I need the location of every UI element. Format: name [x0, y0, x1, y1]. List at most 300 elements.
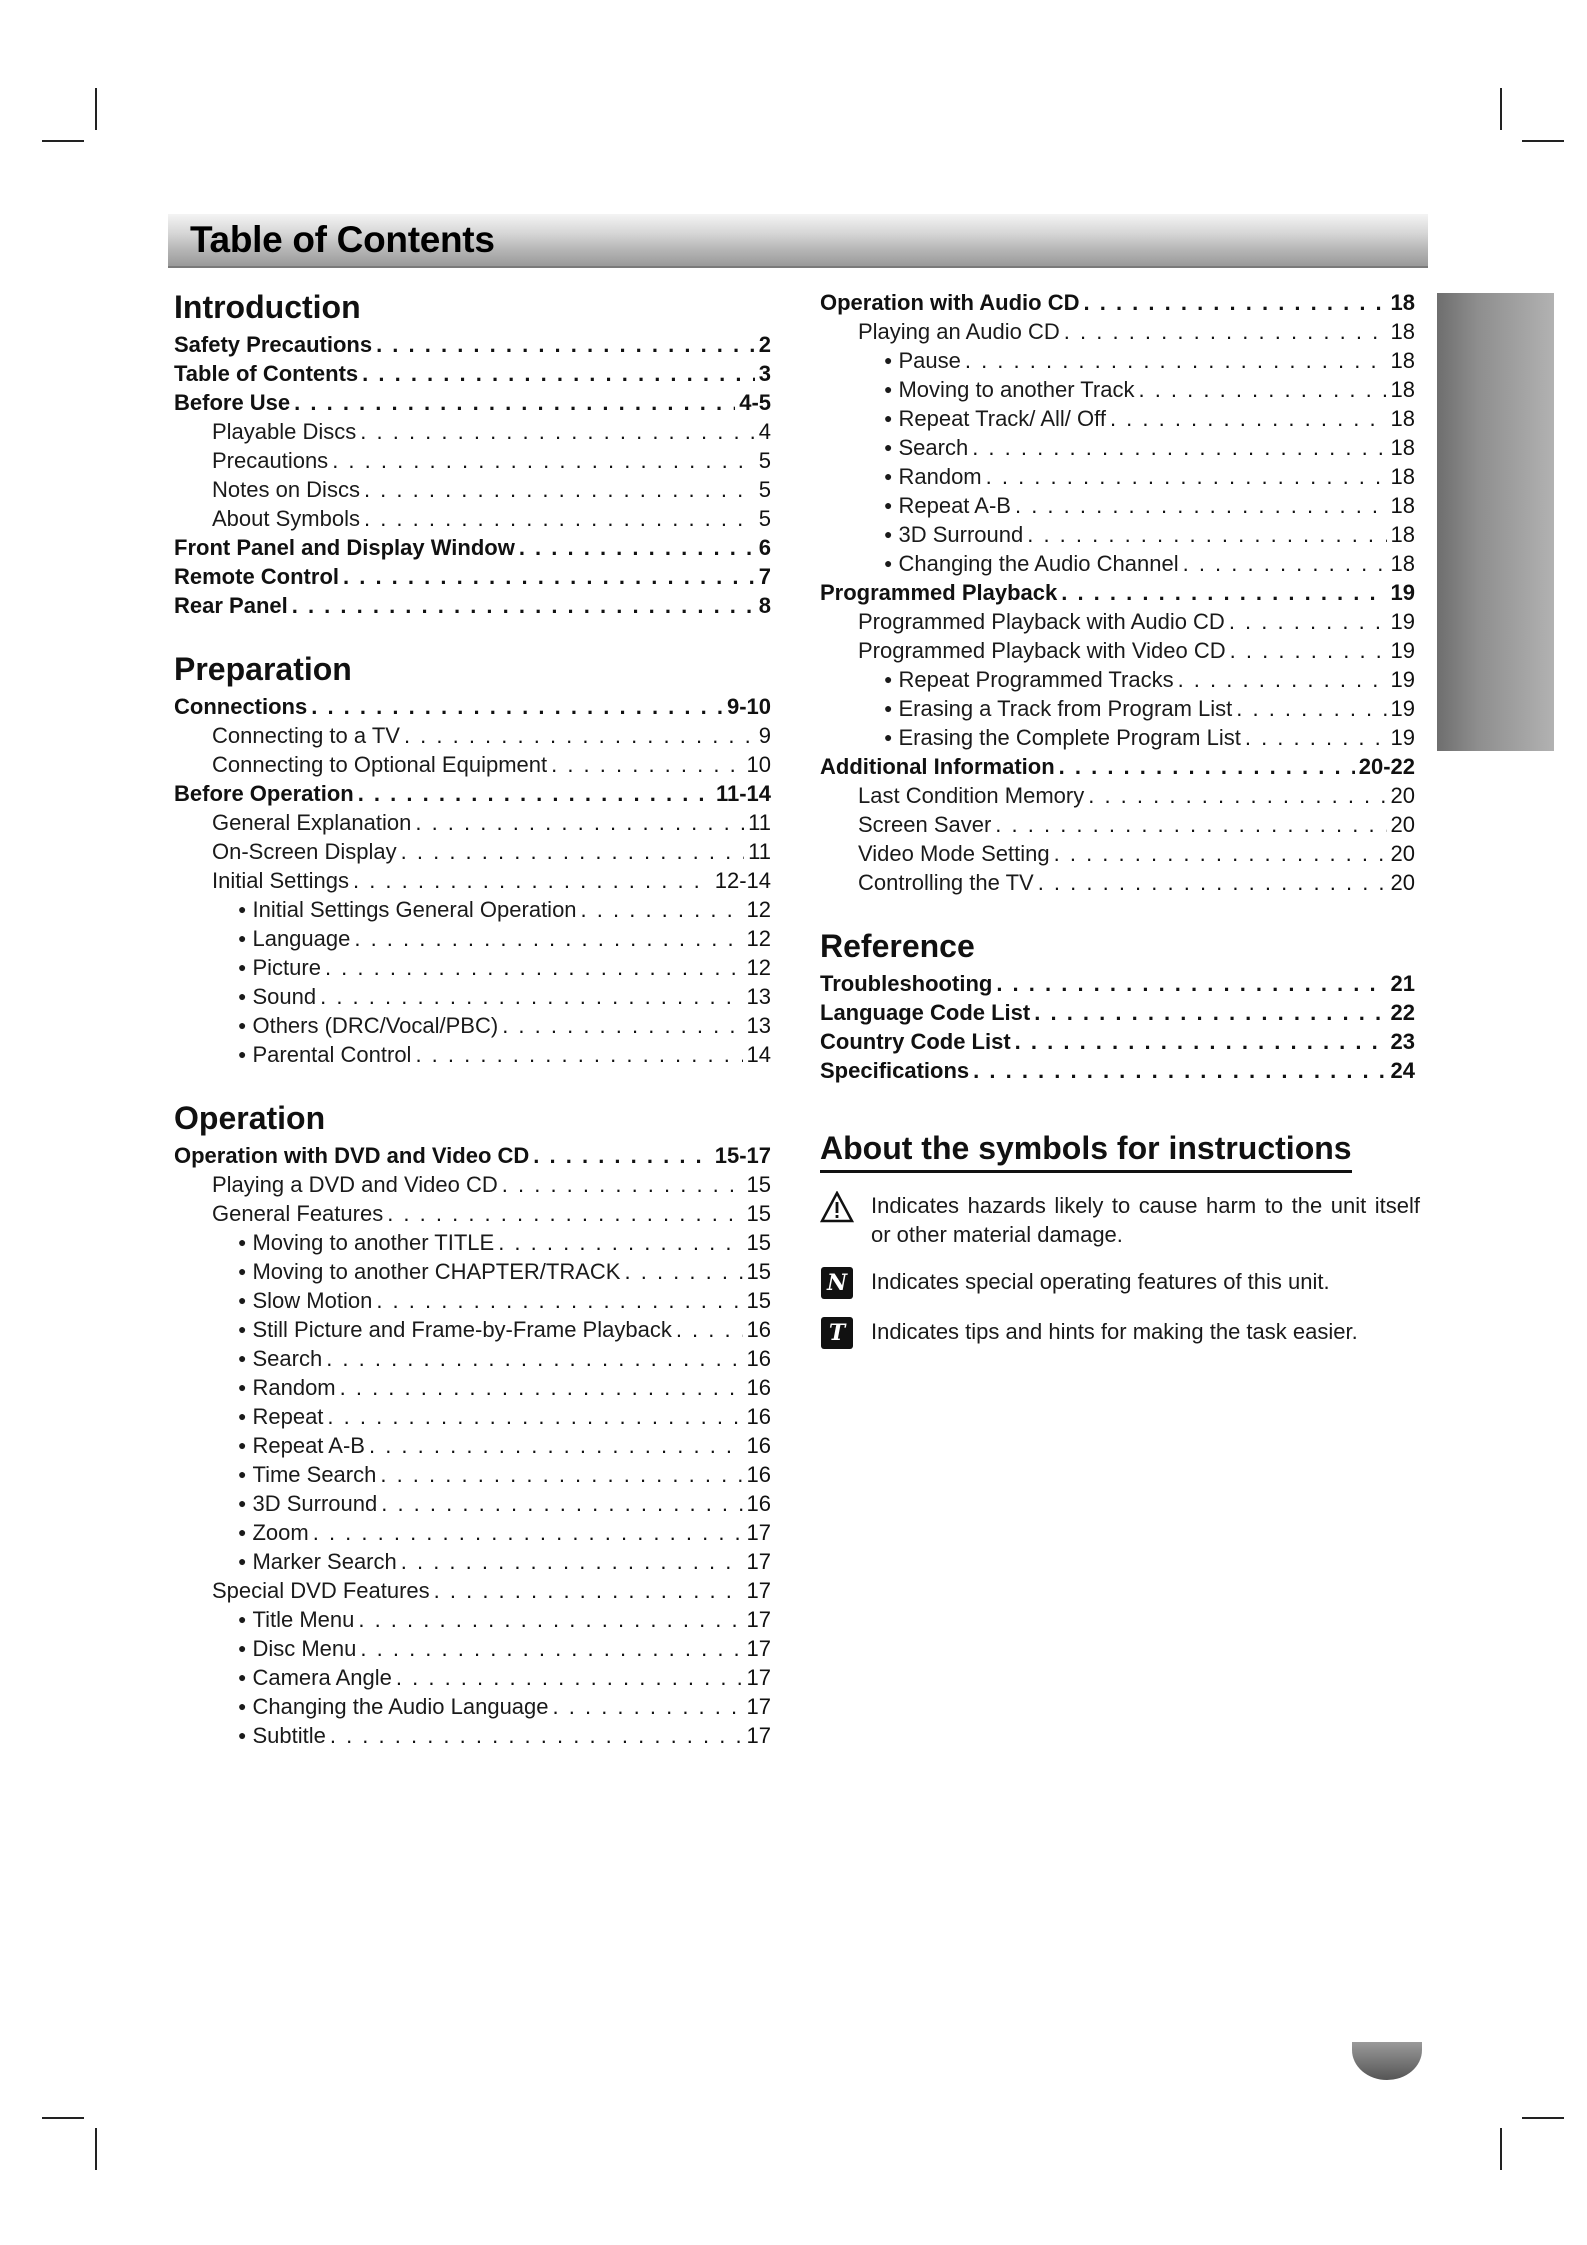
- dot-leader: [327, 1402, 742, 1431]
- toc-entry-label: Programmed Playback: [820, 580, 1058, 605]
- toc-entry-label: About Symbols: [212, 506, 360, 531]
- toc-entry[interactable]: [174, 1040, 771, 1069]
- toc-entry[interactable]: [820, 636, 1415, 665]
- dot-leader: [292, 591, 755, 620]
- toc-entry[interactable]: [820, 462, 1415, 491]
- toc-entry[interactable]: [820, 723, 1415, 752]
- toc-entry[interactable]: [820, 839, 1415, 868]
- toc-entry-label: Precautions: [212, 448, 329, 473]
- dot-leader: [358, 1605, 742, 1634]
- toc-entry-page: 18: [1390, 319, 1415, 344]
- toc-entry-page: 18: [1390, 551, 1415, 576]
- toc-entry[interactable]: [174, 895, 771, 924]
- toc-entry-label: ● Search: [238, 1344, 322, 1376]
- toc-entry[interactable]: [174, 1170, 771, 1199]
- toc-entry-page: 15: [746, 1172, 771, 1197]
- toc-entry-page: 9-10: [726, 694, 771, 719]
- dot-leader: [498, 1228, 742, 1257]
- toc-entry-label: Front Panel and Display Window: [174, 535, 515, 560]
- toc-entry[interactable]: [174, 1460, 771, 1489]
- toc-entry-page: 20: [1390, 841, 1415, 866]
- toc-entry-label: ● Camera Angle: [238, 1663, 392, 1695]
- symbol-description: Indicates hazards likely to cause harm to the unit itself or other material damage.: [871, 1193, 1420, 1247]
- toc-entry-page: 19: [1390, 667, 1415, 692]
- toc-entry-label: General Features: [212, 1201, 384, 1226]
- dot-leader: [387, 1199, 742, 1228]
- toc-entry-label: ● Changing the Audio Channel: [884, 549, 1179, 581]
- toc-entry-label: ● Zoom: [238, 1518, 309, 1550]
- toc-entry[interactable]: [174, 982, 771, 1011]
- toc-entry[interactable]: [174, 388, 771, 417]
- toc-entry-label: Last Condition Memory: [858, 783, 1085, 808]
- toc-entry-label: ● Repeat A-B: [884, 491, 1011, 523]
- toc-entry[interactable]: [820, 578, 1415, 607]
- toc-entry-label: Before Operation: [174, 781, 354, 806]
- toc-entry[interactable]: [174, 1257, 771, 1286]
- dot-leader: [996, 969, 1386, 998]
- dot-leader: [434, 1576, 743, 1605]
- toc-entry-page: 22: [1390, 1000, 1415, 1025]
- toc-entry-label: Before Use: [174, 390, 291, 415]
- dot-leader: [1015, 1027, 1387, 1056]
- toc-entry-page: 17: [746, 1636, 771, 1661]
- dot-leader: [381, 1489, 742, 1518]
- title-bar: [168, 214, 1428, 268]
- toc-entry[interactable]: [174, 475, 771, 504]
- toc-entry-label: Additional Information: [820, 754, 1055, 779]
- toc-entry[interactable]: [820, 810, 1415, 839]
- toc-entry-page: 20-22: [1358, 754, 1415, 779]
- toc-entry[interactable]: [174, 1634, 771, 1663]
- toc-right-column: [820, 288, 1415, 1115]
- toc-entry[interactable]: [174, 721, 771, 750]
- section-heading: Operation: [174, 1100, 326, 1136]
- dot-leader: [1061, 578, 1386, 607]
- dot-leader: [325, 953, 743, 982]
- toc-entry[interactable]: [174, 1721, 771, 1750]
- toc-entry-page: 16: [746, 1346, 771, 1371]
- toc-entry-label: ● Parental Control: [238, 1040, 411, 1072]
- dot-leader: [1038, 868, 1387, 897]
- toc-entry-label: ● Initial Settings General Operation: [238, 895, 577, 927]
- toc-entry[interactable]: [174, 330, 771, 359]
- crop-mark: [42, 140, 84, 142]
- toc-entry-label: ● Repeat Programmed Tracks: [884, 665, 1174, 697]
- side-tab: [1437, 293, 1554, 751]
- dot-leader: [294, 388, 735, 417]
- toc-entry[interactable]: [174, 1228, 771, 1257]
- toc-entry-page: 17: [746, 1694, 771, 1719]
- dot-leader: [396, 1663, 743, 1692]
- toc-entry[interactable]: [174, 837, 771, 866]
- toc-entry[interactable]: [820, 694, 1415, 723]
- toc-entry-label: Troubleshooting: [820, 971, 993, 996]
- dot-leader: [502, 1170, 743, 1199]
- toc-entry-page: 11: [748, 810, 771, 835]
- toc-entry-page: 2: [758, 332, 771, 357]
- toc-entry-page: 16: [746, 1317, 771, 1342]
- toc-entry-label: Screen Saver: [858, 812, 992, 837]
- symbol-row-warning: [820, 1191, 1420, 1249]
- toc-entry-label: Operation with DVD and Video CD: [174, 1143, 530, 1168]
- toc-entry[interactable]: [820, 1027, 1415, 1056]
- toc-entry[interactable]: [820, 520, 1415, 549]
- dot-leader: [965, 346, 1387, 375]
- dot-leader: [1138, 375, 1386, 404]
- toc-entry[interactable]: [820, 868, 1415, 897]
- toc-entry-page: 12-14: [714, 868, 771, 893]
- toc-entry-page: 17: [746, 1665, 771, 1690]
- toc-entry-page: 15: [746, 1201, 771, 1226]
- toc-section: [174, 650, 771, 1069]
- toc-entry-page: 16: [746, 1404, 771, 1429]
- toc-entry[interactable]: [174, 953, 771, 982]
- toc-entry-label: ● Pause: [884, 346, 961, 378]
- toc-entry-label: Programmed Playback with Video CD: [858, 638, 1226, 663]
- toc-entry-page: 14: [746, 1042, 771, 1067]
- dot-leader: [553, 1692, 743, 1721]
- toc-entry-label: ● Moving to another Track: [884, 375, 1134, 407]
- dot-leader: [986, 462, 1387, 491]
- toc-entry-label: Specifications: [820, 1058, 970, 1083]
- toc-entry[interactable]: [174, 1547, 771, 1576]
- toc-entry[interactable]: [174, 1402, 771, 1431]
- toc-entry-label: Table of Contents: [174, 361, 359, 386]
- toc-entry[interactable]: [174, 504, 771, 533]
- toc-entry-page: 19: [1390, 638, 1415, 663]
- toc-entry-page: 18: [1390, 493, 1415, 518]
- crop-mark: [95, 2128, 97, 2170]
- toc-entry-label: ● Sound: [238, 982, 316, 1014]
- dot-leader: [369, 1431, 743, 1460]
- toc-entry-label: Rear Panel: [174, 593, 288, 618]
- dot-leader: [1230, 636, 1387, 665]
- toc-entry-label: ● Repeat: [238, 1402, 323, 1434]
- toc-entry[interactable]: [174, 446, 771, 475]
- toc-entry-page: 20: [1390, 812, 1415, 837]
- toc-entry[interactable]: [174, 359, 771, 388]
- dot-leader: [533, 1141, 710, 1170]
- toc-entry-label: Initial Settings: [212, 868, 349, 893]
- toc-section: [820, 288, 1415, 897]
- toc-entry-page: 15: [746, 1288, 771, 1313]
- toc-entry-label: Remote Control: [174, 564, 339, 589]
- toc-entry[interactable]: [820, 752, 1415, 781]
- toc-entry-label: ● Moving to another TITLE: [238, 1228, 494, 1260]
- toc-entry-page: 17: [746, 1723, 771, 1748]
- symbol-row-tip: [820, 1317, 1420, 1349]
- toc-entry-label: ● Search: [884, 433, 968, 465]
- page-number-tab: [1352, 2042, 1422, 2080]
- toc-entry-label: ● Slow Motion: [238, 1286, 372, 1318]
- toc-entry-label: Playing a DVD and Video CD: [212, 1172, 498, 1197]
- toc-entry[interactable]: [820, 998, 1415, 1027]
- symbol-row-note: [820, 1267, 1420, 1299]
- toc-entry-page: 19: [1390, 580, 1415, 605]
- toc-entry-page: 18: [1390, 435, 1415, 460]
- toc-entry-label: ● Disc Menu: [238, 1634, 356, 1666]
- dot-leader: [1088, 781, 1386, 810]
- dot-leader: [326, 1344, 742, 1373]
- dot-leader: [401, 837, 745, 866]
- symbols-heading: About the symbols for instructions: [820, 1128, 1352, 1173]
- toc-entry-page: 20: [1390, 870, 1415, 895]
- toc-entry-page: 18: [1390, 377, 1415, 402]
- dot-leader: [1054, 839, 1387, 868]
- toc-entry-page: 11-14: [715, 781, 771, 806]
- dot-leader: [376, 1286, 742, 1315]
- crop-mark: [1500, 88, 1502, 130]
- toc-entry-page: 23: [1390, 1029, 1415, 1054]
- dot-leader: [502, 1011, 742, 1040]
- toc-entry-page: 17: [746, 1520, 771, 1545]
- toc-entry[interactable]: [174, 1518, 771, 1547]
- toc-entry-label: ● Picture: [238, 953, 321, 985]
- toc-entry-page: 17: [746, 1607, 771, 1632]
- toc-entry[interactable]: [174, 808, 771, 837]
- toc-entry-page: 20: [1390, 783, 1415, 808]
- symbols-section: [820, 1128, 1420, 1349]
- dot-leader: [332, 446, 755, 475]
- toc-entry[interactable]: [820, 969, 1415, 998]
- toc-entry-page: 15: [746, 1230, 771, 1255]
- toc-entry-label: Safety Precautions: [174, 332, 373, 357]
- toc-entry[interactable]: [174, 1141, 771, 1170]
- dot-leader: [551, 750, 742, 779]
- toc-entry[interactable]: [174, 1605, 771, 1634]
- toc-entry-page: 18: [1390, 406, 1415, 431]
- toc-entry-page: 4-5: [739, 390, 771, 415]
- dot-leader: [353, 866, 711, 895]
- dot-leader: [1229, 607, 1387, 636]
- toc-entry[interactable]: [174, 1431, 771, 1460]
- toc-entry[interactable]: [820, 549, 1415, 578]
- toc-entry-page: 16: [746, 1375, 771, 1400]
- warning-triangle-icon: [820, 1191, 854, 1223]
- dot-leader: [362, 359, 755, 388]
- toc-entry-page: 12: [746, 955, 771, 980]
- toc-entry[interactable]: [820, 781, 1415, 810]
- dot-leader: [1110, 404, 1387, 433]
- toc-entry-label: ● Erasing the Complete Program List: [884, 723, 1241, 755]
- dot-leader: [404, 721, 755, 750]
- dot-leader: [676, 1315, 743, 1344]
- dot-leader: [1027, 520, 1386, 549]
- dot-leader: [1015, 491, 1387, 520]
- dot-leader: [313, 1518, 743, 1547]
- dot-leader: [1183, 549, 1387, 578]
- dot-leader: [995, 810, 1386, 839]
- toc-entry-label: ● Changing the Audio Language: [238, 1692, 549, 1724]
- toc-entry[interactable]: [174, 1315, 771, 1344]
- toc-entry[interactable]: [174, 1011, 771, 1040]
- toc-entry[interactable]: [820, 1056, 1415, 1085]
- dot-leader: [1059, 752, 1355, 781]
- section-heading: Introduction: [174, 289, 361, 325]
- toc-entry-page: 19: [1390, 609, 1415, 634]
- toc-entry-label: ● Random: [238, 1373, 336, 1405]
- toc-entry-page: 10: [746, 752, 771, 777]
- toc-entry-page: 9: [758, 723, 771, 748]
- toc-entry[interactable]: [820, 346, 1415, 375]
- toc-entry-label: ● Moving to another CHAPTER/TRACK: [238, 1257, 621, 1289]
- toc-entry-page: 4: [758, 419, 771, 444]
- dot-leader: [358, 779, 712, 808]
- toc-entry-label: ● Repeat Track/ All/ Off: [884, 404, 1106, 436]
- toc-entry[interactable]: [174, 1286, 771, 1315]
- toc-entry[interactable]: [174, 692, 771, 721]
- toc-entry-page: 8: [758, 593, 771, 618]
- dot-leader: [1034, 998, 1386, 1027]
- dot-leader: [1245, 723, 1387, 752]
- note-icon: [820, 1267, 854, 1299]
- toc-entry[interactable]: [820, 607, 1415, 636]
- tip-icon: [820, 1317, 854, 1349]
- dot-leader: [343, 562, 755, 591]
- toc-entry[interactable]: [820, 288, 1415, 317]
- toc-entry-label: ● Title Menu: [238, 1605, 354, 1637]
- toc-entry-label: ● 3D Surround: [238, 1489, 377, 1521]
- toc-entry-page: 5: [758, 448, 771, 473]
- toc-entry[interactable]: [174, 562, 771, 591]
- toc-entry-label: General Explanation: [212, 810, 412, 835]
- toc-entry-label: Playing an Audio CD: [858, 319, 1060, 344]
- toc-entry-page: 15: [746, 1259, 771, 1284]
- toc-entry[interactable]: [174, 779, 771, 808]
- toc-entry-page: 16: [746, 1462, 771, 1487]
- toc-entry-page: 19: [1390, 725, 1415, 750]
- toc-entry[interactable]: [174, 1489, 771, 1518]
- crop-mark: [42, 2117, 84, 2119]
- toc-left-column: [174, 288, 771, 1780]
- dot-leader: [1084, 288, 1387, 317]
- dot-leader: [973, 1056, 1386, 1085]
- toc-entry-label: ● Still Picture and Frame-by-Frame Playback: [238, 1315, 672, 1347]
- dot-leader: [415, 1040, 742, 1069]
- toc-entry-label: ● Marker Search: [238, 1547, 397, 1579]
- crop-mark: [1500, 2128, 1502, 2170]
- toc-entry[interactable]: [820, 491, 1415, 520]
- toc-entry[interactable]: [174, 533, 771, 562]
- dot-leader: [401, 1547, 743, 1576]
- toc-entry-label: ● Erasing a Track from Program List: [884, 694, 1232, 726]
- toc-entry-page: 19: [1390, 696, 1415, 721]
- dot-leader: [380, 1460, 742, 1489]
- dot-leader: [320, 982, 742, 1011]
- toc-entry[interactable]: [174, 1576, 771, 1605]
- toc-entry-label: Operation with Audio CD: [820, 290, 1080, 315]
- dot-leader: [360, 417, 754, 446]
- toc-entry[interactable]: [820, 665, 1415, 694]
- dot-leader: [1064, 317, 1387, 346]
- toc-section: [174, 288, 771, 620]
- page-title: Table of Contents: [190, 219, 495, 260]
- toc-entry-label: Language Code List: [820, 1000, 1031, 1025]
- crop-mark: [1522, 2117, 1564, 2119]
- tip-icon-glyph: T: [821, 1317, 853, 1349]
- toc-entry-page: 11: [748, 839, 771, 864]
- toc-entry-label: ● Random: [884, 462, 982, 494]
- toc-entry[interactable]: [174, 1199, 771, 1228]
- toc-entry[interactable]: [174, 750, 771, 779]
- toc-entry-label: On-Screen Display: [212, 839, 397, 864]
- toc-entry[interactable]: [174, 591, 771, 620]
- toc-entry[interactable]: [174, 417, 771, 446]
- toc-entry-page: 18: [1390, 522, 1415, 547]
- dot-leader: [330, 1721, 743, 1750]
- toc-entry[interactable]: [820, 375, 1415, 404]
- toc-entry[interactable]: [174, 1373, 771, 1402]
- dot-leader: [581, 895, 743, 924]
- symbol-description: Indicates special operating features of this unit.: [871, 1269, 1330, 1294]
- toc-entry-label: Country Code List: [820, 1029, 1011, 1054]
- toc-entry-page: 12: [746, 897, 771, 922]
- crop-mark: [1522, 140, 1564, 142]
- toc-entry-label: ● Repeat A-B: [238, 1431, 365, 1463]
- dot-leader: [1236, 694, 1386, 723]
- toc-entry-page: 16: [746, 1491, 771, 1516]
- toc-entry-page: 7: [758, 564, 771, 589]
- toc-entry-label: Notes on Discs: [212, 477, 360, 502]
- toc-entry-label: Video Mode Setting: [858, 841, 1050, 866]
- toc-entry-page: 18: [1390, 348, 1415, 373]
- toc-entry-label: ● Time Search: [238, 1460, 376, 1492]
- toc-entry-page: 13: [746, 1013, 771, 1038]
- dot-leader: [311, 692, 723, 721]
- toc-entry[interactable]: [174, 1692, 771, 1721]
- toc-entry-label: Connecting to a TV: [212, 723, 400, 748]
- toc-entry-page: 18: [1390, 464, 1415, 489]
- note-icon-glyph: N: [821, 1267, 853, 1299]
- dot-leader: [415, 808, 744, 837]
- toc-entry-page: 16: [746, 1433, 771, 1458]
- dot-leader: [519, 533, 755, 562]
- toc-entry[interactable]: [174, 866, 771, 895]
- symbol-description: Indicates tips and hints for making the task easier.: [871, 1319, 1358, 1344]
- dot-leader: [1178, 665, 1387, 694]
- toc-entry-page: 13: [746, 984, 771, 1009]
- toc-entry-label: ● Language: [238, 924, 350, 956]
- toc-entry[interactable]: [820, 404, 1415, 433]
- toc-entry[interactable]: [820, 433, 1415, 462]
- toc-entry-label: ● Others (DRC/Vocal/PBC): [238, 1011, 498, 1043]
- dot-leader: [972, 433, 1386, 462]
- toc-entry-label: ● Subtitle: [238, 1721, 326, 1753]
- toc-section: [820, 927, 1415, 1085]
- toc-entry-page: 21: [1390, 971, 1415, 996]
- toc-entry-page: 24: [1390, 1058, 1415, 1083]
- toc-entry-label: Controlling the TV: [858, 870, 1034, 895]
- toc-entry[interactable]: [174, 1344, 771, 1373]
- toc-entry-page: 12: [746, 926, 771, 951]
- toc-entry-page: 3: [758, 361, 771, 386]
- toc-entry-label: Connecting to Optional Equipment: [212, 752, 548, 777]
- toc-entry-label: ● 3D Surround: [884, 520, 1023, 552]
- toc-entry-label: Programmed Playback with Audio CD: [858, 609, 1225, 634]
- toc-section: [174, 1099, 771, 1750]
- toc-entry-page: 6: [758, 535, 771, 560]
- section-heading: Preparation: [174, 651, 352, 687]
- toc-entry[interactable]: [174, 1663, 771, 1692]
- toc-entry-page: 15-17: [714, 1143, 771, 1168]
- crop-mark: [95, 88, 97, 130]
- toc-entry[interactable]: [174, 924, 771, 953]
- toc-entry[interactable]: [820, 317, 1415, 346]
- toc-entry-page: 17: [746, 1578, 771, 1603]
- toc-entry-label: Special DVD Features: [212, 1578, 430, 1603]
- toc-entry-page: 18: [1390, 290, 1415, 315]
- dot-leader: [360, 1634, 742, 1663]
